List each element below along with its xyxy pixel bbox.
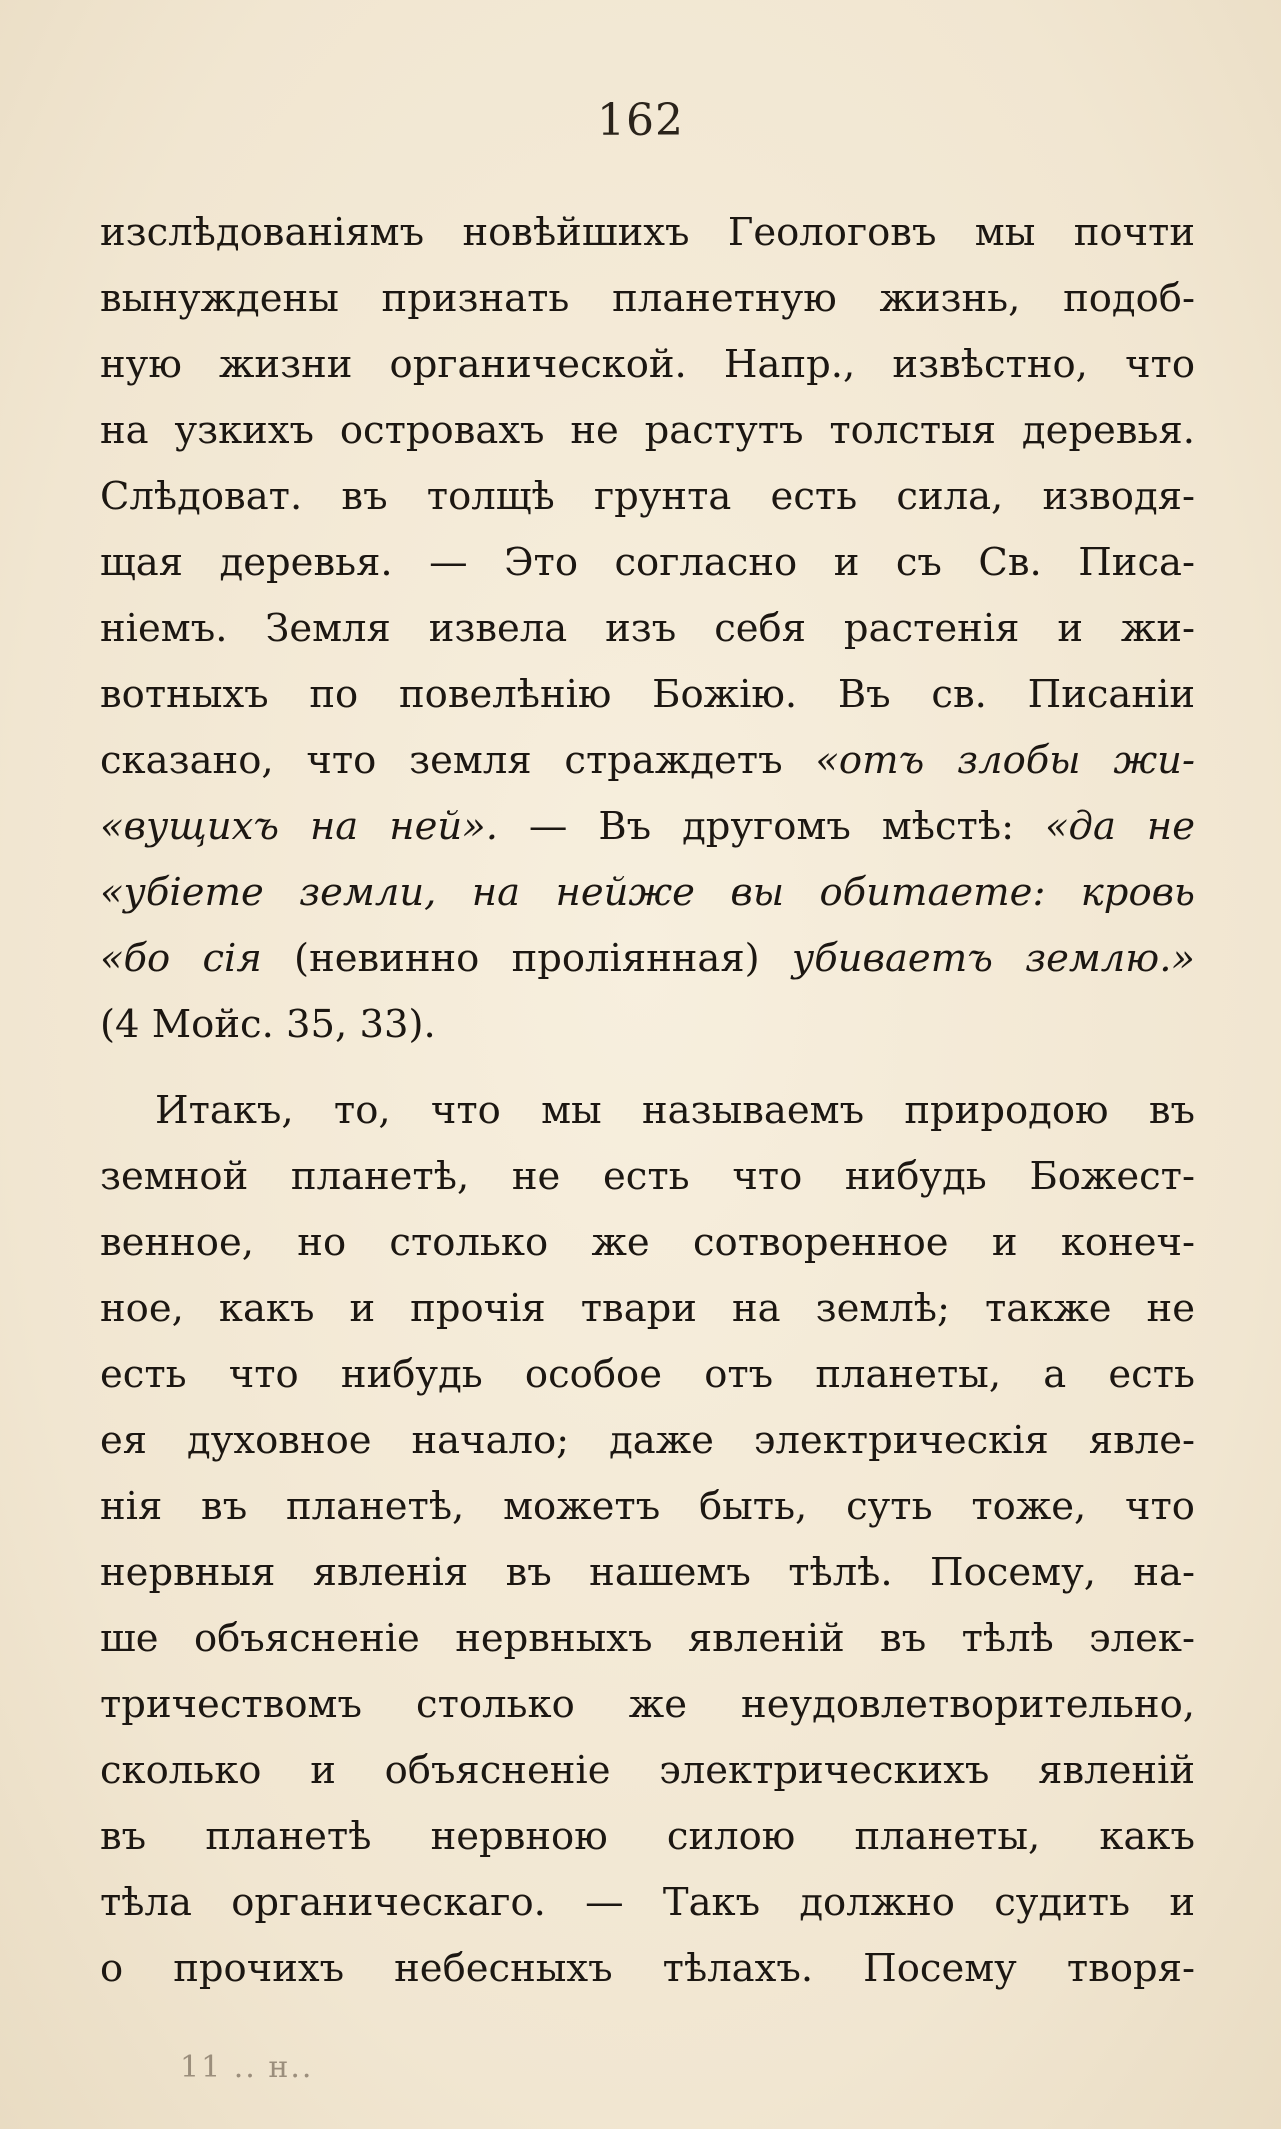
text-line: нiя въ планетѣ, можетъ быть, суть тоже, что: [100, 1484, 1195, 1529]
text-line: венное, но столько же сотворенное и конеч-: [100, 1220, 1195, 1265]
text-line: щая деревья. — Это согласно и съ Св. Писа-: [100, 540, 1195, 585]
text-line: сколько и объясненiе электрическихъ явленiй: [100, 1748, 1195, 1793]
text-line: Итакъ, то, что мы называемъ природою въ: [155, 1088, 1195, 1133]
text-line: изслѣдованiямъ новѣйшихъ Геологовъ мы почти: [100, 210, 1195, 255]
text-line: земной планетѣ, не есть что нибудь Божест-: [100, 1154, 1195, 1199]
text-line: Слѣдоват. въ толщѣ грунта есть сила, изводя-: [100, 474, 1195, 519]
text-run: (невинно пролiянная): [261, 936, 792, 981]
catchword-mark: 11 .. н..: [180, 2050, 314, 2085]
text-line: тричествомъ столько же неудовлетворительно,: [100, 1682, 1195, 1727]
text-line: есть что нибудь особое отъ планеты, а есть: [100, 1352, 1195, 1397]
text-line: нервныя явленiя въ нашемъ тѣлѣ. Посему, на-: [100, 1550, 1195, 1595]
text-line: о прочихъ небесныхъ тѣлахъ. Посему творя-: [100, 1946, 1195, 1991]
body-text: [100, 200, 1195, 2002]
text-line: [100, 860, 1195, 926]
text-line: ное, какъ и прочiя твари на землѣ; также не: [100, 1286, 1195, 1331]
text-line: ея духовное начало; даже электрическiя явле-: [100, 1418, 1195, 1463]
text-line: въ планетѣ нервною силою планеты, какъ: [100, 1814, 1195, 1859]
text-line: тѣла органическаго. — Такъ должно судить и: [100, 1880, 1195, 1925]
text-line: [100, 926, 1195, 992]
text-line: нiемъ. Земля извела изъ себя растенiя и жи-: [100, 606, 1195, 651]
text-line: на узкихъ островахъ не растутъ толстыя деревья.: [100, 408, 1195, 453]
quote-run: «вущихъ на ней».: [100, 804, 498, 849]
quote-run: «отъ злобы жи-: [815, 738, 1195, 783]
text-line: (4 Мойс. 35, 33).: [100, 1002, 436, 1047]
page-number: 162: [597, 95, 684, 146]
text-line: [100, 728, 1195, 794]
text-line: ше объясненiе нервныхъ явленiй въ тѣлѣ элек-: [100, 1616, 1195, 1661]
quote-run: «да не: [1045, 804, 1195, 849]
text-line: [100, 794, 1195, 860]
text-run: — Въ другомъ мѣстѣ:: [497, 804, 1045, 849]
text-line: ную жизни органической. Напр., извѣстно, что: [100, 342, 1195, 387]
quote-run: убиваетъ землю.»: [791, 936, 1195, 981]
text-line: вынуждены признать планетную жизнь, подоб-: [100, 276, 1195, 321]
paragraph-gap: [100, 1058, 1195, 1078]
quote-run: «убiете земли, на нейже вы обитаете: кровь: [100, 870, 1195, 915]
quote-run: «бо сiя: [100, 936, 262, 981]
text-line: вотныхъ по повелѣнiю Божiю. Въ св. Писанiи: [100, 672, 1195, 717]
text-run: сказано, что земля страждетъ: [100, 738, 816, 783]
